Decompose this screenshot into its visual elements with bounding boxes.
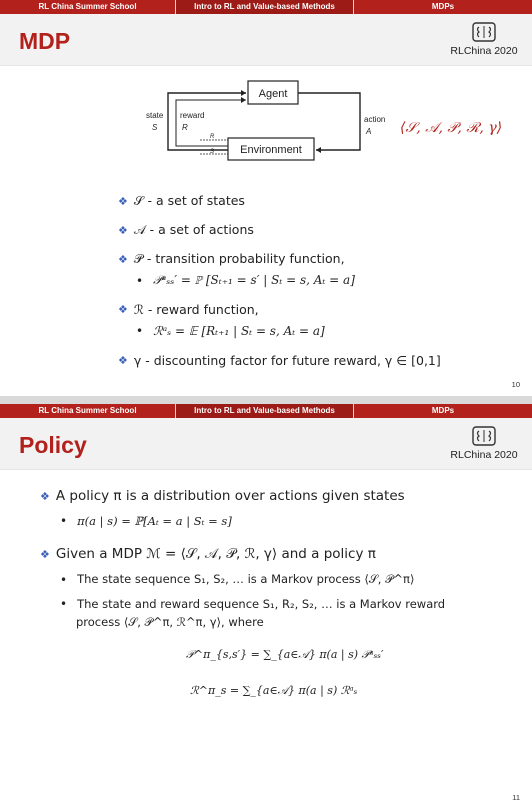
title-bar: [0, 14, 532, 66]
diamond-bullet-icon: ❖: [118, 223, 128, 237]
header-section[interactable]: MDPs: [353, 0, 532, 14]
bullet-transition-text: 𝒫 - transition probability function,: [133, 251, 345, 266]
slide-title: MDP: [19, 28, 71, 54]
mdp-tuple: ⟨𝒮, 𝒜, 𝒫, ℛ, γ⟩: [400, 120, 503, 136]
slide-title: Policy: [19, 432, 87, 458]
action-var: A: [366, 127, 372, 136]
slide-header-bar: [0, 404, 532, 418]
header-school[interactable]: RL China Summer School: [0, 0, 175, 14]
reward-var: R: [182, 123, 188, 132]
diamond-bullet-icon: ❖: [118, 354, 128, 367]
header-school[interactable]: RL China Summer School: [0, 404, 175, 418]
bullet-gamma: [118, 353, 441, 368]
s-next-label: S: [210, 149, 215, 155]
brain-chip-icon: [471, 21, 497, 43]
bullet-states-text: 𝒮 - a set of states: [133, 193, 245, 208]
slide-separator: [0, 396, 532, 404]
logo-text: RLChina 2020: [450, 449, 518, 461]
rlchina-logo: [444, 425, 524, 461]
diamond-bullet-icon: ❖: [118, 194, 128, 208]
sub-reward-sequence-text: The state and reward sequence S₁, R₂, S₂, … is a Markov reward: [77, 597, 446, 611]
eq-policy: • π(a | s) = ℙ[Aₜ = a | Sₜ = s]: [60, 514, 232, 528]
sub-reward-sequence-cont: [76, 615, 264, 630]
diamond-bullet-icon: ❖: [40, 489, 50, 503]
sub-reward-sequence: • The state and reward sequence S₁, R₂, S₂, … is a Markov reward: [60, 597, 446, 611]
bullet-states: [118, 193, 245, 209]
slide-mdp: [0, 0, 532, 396]
environment-label: Environment: [240, 144, 302, 156]
brain-chip-icon: [471, 425, 497, 447]
state-var: S: [152, 123, 158, 132]
state-label: state: [146, 111, 164, 120]
logo-text: RLChina 2020: [450, 45, 518, 57]
header-course[interactable]: Intro to RL and Value-based Methods: [175, 0, 353, 14]
action-label: action: [364, 115, 386, 124]
bullet-actions-text: 𝒜 - a set of actions: [133, 222, 254, 237]
bullet-reward-text: ℛ - reward function,: [133, 302, 259, 317]
eq-reward-text: ℛᵃₛ = 𝔼 [Rₜ₊₁ | Sₜ = s, Aₜ = a]: [153, 324, 325, 338]
reward-label: reward: [180, 111, 205, 120]
agent-environment-diagram: [140, 76, 400, 166]
eq-transition: • 𝒫ᵃₛₛ′ = ℙ [Sₜ₊₁ = s′ | Sₜ = s, Aₜ = a]: [136, 273, 355, 288]
eq-reward: • ℛᵃₛ = 𝔼 [Rₜ₊₁ | Sₜ = s, Aₜ = a]: [136, 324, 325, 338]
slide-header-bar: [0, 0, 532, 14]
page-number: 10: [511, 380, 520, 389]
rlchina-logo: [444, 21, 524, 57]
bullet-gamma-text: γ - discounting factor for future reward, γ ∈ [0,1]: [133, 353, 441, 368]
diamond-bullet-icon: ❖: [118, 303, 128, 316]
agent-label: Agent: [258, 88, 288, 100]
sub-reward-sequence-text-2: process ⟨𝒮, 𝒫^π, ℛ^π, γ⟩, where: [76, 615, 264, 629]
bullet-given-mdp-text: Given a MDP ℳ = ⟨𝒮, 𝒜, 𝒫, ℛ, γ⟩ and a policy π: [55, 546, 376, 562]
bullet-reward: [118, 302, 259, 317]
slide-policy: [0, 404, 532, 807]
sub-state-sequence-text: The state sequence S₁, S₂, … is a Markov process ⟨𝒮, 𝒫^π⟩: [77, 572, 415, 586]
diamond-bullet-icon: ❖: [40, 547, 50, 561]
r-next-label: R: [210, 134, 215, 140]
header-course[interactable]: Intro to RL and Value-based Methods: [175, 404, 353, 418]
eq-transition-text: 𝒫ᵃₛₛ′ = ℙ [Sₜ₊₁ = s′ | Sₜ = s, Aₜ = a]: [153, 273, 355, 287]
bullet-transition: [118, 251, 345, 267]
diamond-bullet-icon: ❖: [118, 252, 128, 266]
bullet-actions: [118, 222, 254, 238]
bullet-policy-def-text: A policy π is a distribution over actions given states: [55, 488, 405, 504]
bullet-given-mdp: [40, 546, 376, 562]
title-bar: [0, 418, 532, 470]
eq-p-pi: 𝒫^π_{s,s′} = ∑_{a∈𝒜} π(a | s) 𝒫ᵃₛₛ′: [186, 648, 384, 661]
header-section[interactable]: MDPs: [353, 404, 532, 418]
bullet-policy-def: [40, 488, 405, 504]
sub-state-sequence: • The state sequence S₁, S₂, … is a Markov process ⟨𝒮, 𝒫^π⟩: [60, 572, 415, 587]
eq-r-pi: ℛ^π_s = ∑_{a∈𝒜} π(a | s) ℛᵃₛ: [190, 684, 358, 697]
eq-policy-text: π(a | s) = ℙ[Aₜ = a | Sₜ = s]: [77, 514, 232, 528]
page-number: 11: [512, 793, 520, 802]
